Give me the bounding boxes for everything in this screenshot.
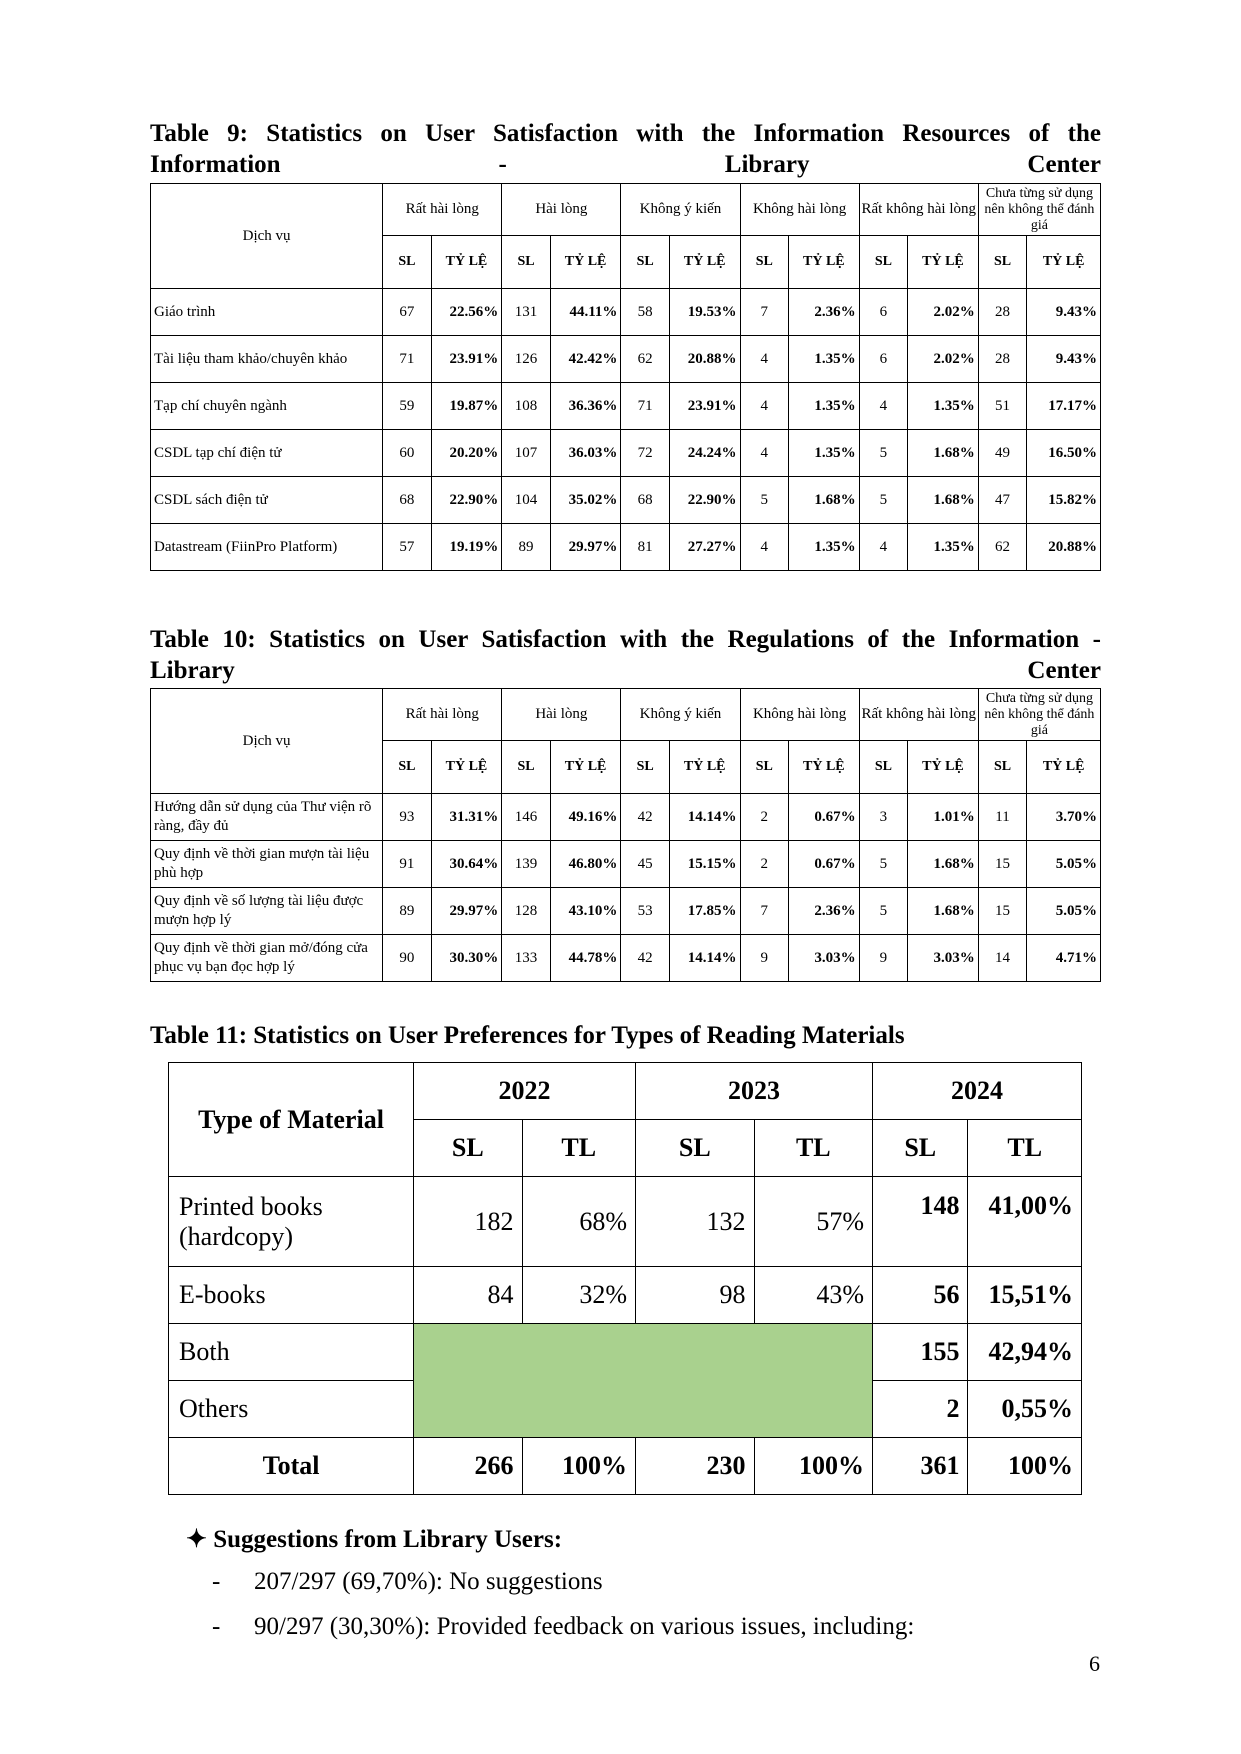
rate-cell: 3.03% [789,935,860,982]
table9-caption-line1: Table 9: Statistics on User Satisfaction with the Information Resources of the [150,120,1101,147]
sl-header: SL [859,236,907,289]
tl-header: TỶ LỆ [669,741,740,794]
count-cell: 28 [978,336,1026,383]
count-cell: 42 [621,935,669,982]
count-cell: 14 [978,935,1026,982]
count-cell: 107 [502,430,550,477]
sl-header: SL [383,741,431,794]
count-cell: 5 [859,430,907,477]
service-label: Tài liệu tham khảo/chuyên khảo [151,336,383,383]
rate-cell: 9.43% [1027,336,1101,383]
tl-header: TL [754,1120,873,1177]
rate-cell: 44.11% [550,289,621,336]
material-label: Others [169,1381,414,1438]
rate-cell: 3.70% [1027,794,1101,841]
count-cell: 67 [383,289,431,336]
year-header: 2022 [414,1063,636,1120]
rate-cell: 1.35% [789,430,860,477]
count-cell: 71 [383,336,431,383]
rate-cell: 36.03% [550,430,621,477]
count-cell: 15 [978,841,1026,888]
shaded-cell [414,1324,873,1438]
caption-word: Center [1027,151,1101,178]
rate-cell: 14.14% [669,794,740,841]
bullet-text: 207/297 (69,70%): No suggestions [254,1568,603,1595]
cell: 57% [754,1177,873,1267]
count-cell: 4 [859,524,907,571]
table-row [151,430,1101,477]
count-cell: 126 [502,336,550,383]
tl-header: TỶ LỆ [431,236,502,289]
rate-cell: 9.43% [1027,289,1101,336]
caption-word: Library [724,151,810,178]
caption-word: Library [150,657,235,684]
rate-cell: 4.71% [1027,935,1101,982]
service-header: Dịch vụ [151,689,383,794]
count-cell: 28 [978,289,1026,336]
count-cell: 51 [978,383,1026,430]
count-cell: 131 [502,289,550,336]
count-cell: 71 [621,383,669,430]
rate-cell: 1.35% [908,383,979,430]
rate-cell: 2.36% [789,289,860,336]
table9 [150,183,1101,571]
count-cell: 89 [383,888,431,935]
rate-cell: 30.30% [431,935,502,982]
count-cell: 89 [502,524,550,571]
count-cell: 90 [383,935,431,982]
tl-header: TỶ LỆ [789,236,860,289]
caption-word: Information [150,151,281,178]
count-cell: 146 [502,794,550,841]
count-cell: 4 [859,383,907,430]
count-cell: 128 [502,888,550,935]
bullet-dash: - [212,1568,221,1595]
count-cell: 2 [740,794,788,841]
count-cell: 5 [859,888,907,935]
count-cell: 139 [502,841,550,888]
year-header: 2024 [873,1063,1082,1120]
count-cell: 9 [859,935,907,982]
count-cell: 62 [621,336,669,383]
rate-cell: 5.05% [1027,888,1101,935]
sl-header: SL [621,741,669,794]
bullet-text: 90/297 (30,30%): Provided feedback on various issues, including: [254,1613,915,1640]
bullet-item [212,1568,603,1596]
cell: 84 [414,1267,522,1324]
table-row [151,841,1101,888]
count-cell: 91 [383,841,431,888]
group-header: Chưa từng sử dụng nên không thể đánh giá [978,689,1100,741]
sl-header: SL [740,741,788,794]
group-header: Không hài lòng [740,184,859,236]
rate-cell: 14.14% [669,935,740,982]
cell: 2 [873,1381,968,1438]
rate-cell: 35.02% [550,477,621,524]
count-cell: 6 [859,336,907,383]
table-row [151,477,1101,524]
sl-header: SL [740,236,788,289]
suggestions-heading: ✦ Suggestions from Library Users: [186,1526,563,1553]
count-cell: 2 [740,841,788,888]
rate-cell: 1.35% [908,524,979,571]
table10 [150,688,1101,982]
service-label: Tạp chí chuyên ngành [151,383,383,430]
count-cell: 53 [621,888,669,935]
service-header: Dịch vụ [151,184,383,289]
count-cell: 45 [621,841,669,888]
count-cell: 68 [621,477,669,524]
count-cell: 59 [383,383,431,430]
table-row [151,794,1101,841]
rate-cell: 27.27% [669,524,740,571]
count-cell: 9 [740,935,788,982]
cell: 100% [968,1438,1082,1495]
group-header: Không ý kiến [621,689,740,741]
service-label: Hướng dẫn sử dụng của Thư viện rõ ràng, đầy đủ [151,794,383,841]
cell: 43% [754,1267,873,1324]
tl-header: TỶ LỆ [669,236,740,289]
service-label: Giáo trình [151,289,383,336]
count-cell: 57 [383,524,431,571]
rate-cell: 0.67% [789,841,860,888]
count-cell: 108 [502,383,550,430]
count-cell: 7 [740,289,788,336]
count-cell: 4 [740,336,788,383]
cell: 41,00% [968,1177,1082,1267]
tl-header: TỶ LỆ [789,741,860,794]
rate-cell: 2.36% [789,888,860,935]
table-row [151,336,1101,383]
sl-header: SL [621,236,669,289]
bullet-item [212,1613,914,1641]
rate-cell: 29.97% [550,524,621,571]
tl-header: TỶ LỆ [908,741,979,794]
rate-cell: 1.68% [908,430,979,477]
rate-cell: 23.91% [431,336,502,383]
rate-cell: 17.85% [669,888,740,935]
material-label: E-books [169,1267,414,1324]
total-row [169,1438,1082,1495]
rate-cell: 22.90% [669,477,740,524]
sl-header: SL [873,1120,968,1177]
table11 [168,1062,1082,1495]
bullet-dash: - [212,1613,221,1640]
count-cell: 68 [383,477,431,524]
cell: 155 [873,1324,968,1381]
table-row [169,1267,1082,1324]
rate-cell: 2.02% [908,289,979,336]
count-cell: 4 [740,430,788,477]
year-header: 2023 [636,1063,873,1120]
count-cell: 81 [621,524,669,571]
cell: 42,94% [968,1324,1082,1381]
rate-cell: 20.88% [1027,524,1101,571]
rate-cell: 20.88% [669,336,740,383]
tl-header: TỶ LỆ [1027,741,1101,794]
table-row [151,524,1101,571]
sl-header: SL [978,741,1026,794]
count-cell: 6 [859,289,907,336]
caption-word: - [498,151,507,178]
count-cell: 47 [978,477,1026,524]
rate-cell: 15.15% [669,841,740,888]
rate-cell: 19.87% [431,383,502,430]
count-cell: 72 [621,430,669,477]
count-cell: 60 [383,430,431,477]
cell: 100% [754,1438,873,1495]
cell: 32% [522,1267,635,1324]
service-label: Datastream (FiinPro Platform) [151,524,383,571]
tl-header: TỶ LỆ [550,741,621,794]
tl-header: TỶ LỆ [1027,236,1101,289]
material-label: Both [169,1324,414,1381]
service-label: CSDL sách điện tử [151,477,383,524]
count-cell: 3 [859,794,907,841]
sl-header: SL [383,236,431,289]
tl-header: TL [522,1120,635,1177]
table-row [151,935,1101,982]
rate-cell: 5.05% [1027,841,1101,888]
cell: 148 [873,1177,968,1267]
sl-header: SL [414,1120,522,1177]
count-cell: 5 [859,841,907,888]
tl-header: TỶ LỆ [431,741,502,794]
tl-header: TỶ LỆ [908,236,979,289]
rate-cell: 1.01% [908,794,979,841]
sl-header: SL [859,741,907,794]
rate-cell: 20.20% [431,430,502,477]
table10-caption-line2 [150,655,1101,686]
table-row [151,888,1101,935]
table11-caption: Table 11: Statistics on User Preferences for Types of Reading Materials [150,1022,905,1049]
table-row [151,383,1101,430]
rate-cell: 1.35% [789,383,860,430]
count-cell: 5 [740,477,788,524]
count-cell: 62 [978,524,1026,571]
count-cell: 104 [502,477,550,524]
group-header: Rất không hài lòng [859,184,978,236]
count-cell: 5 [859,477,907,524]
rate-cell: 19.53% [669,289,740,336]
count-cell: 11 [978,794,1026,841]
group-header: Rất không hài lòng [859,689,978,741]
count-cell: 42 [621,794,669,841]
count-cell: 58 [621,289,669,336]
sl-header: SL [636,1120,755,1177]
page-number: 6 [1089,1651,1100,1676]
cell: 0,55% [968,1381,1082,1438]
count-cell: 4 [740,383,788,430]
sl-header: SL [978,236,1026,289]
cell: 100% [522,1438,635,1495]
service-label: Quy định về thời gian mở/đóng cửa phục vụ bạn đọc hợp lý [151,935,383,982]
count-cell: 7 [740,888,788,935]
rate-cell: 2.02% [908,336,979,383]
group-header: Rất hài lòng [383,689,502,741]
table-row [169,1177,1082,1267]
rate-cell: 19.19% [431,524,502,571]
cell: 266 [414,1438,522,1495]
table-row [169,1324,1082,1381]
rate-cell: 1.68% [789,477,860,524]
rate-cell: 36.36% [550,383,621,430]
cell: 182 [414,1177,522,1267]
service-label: CSDL tạp chí điện tử [151,430,383,477]
rate-cell: 22.56% [431,289,502,336]
count-cell: 93 [383,794,431,841]
count-cell: 49 [978,430,1026,477]
rate-cell: 1.35% [789,524,860,571]
table9-caption-line2 [150,149,1101,180]
group-header: Không ý kiến [621,184,740,236]
cell: 230 [636,1438,755,1495]
rate-cell: 16.50% [1027,430,1101,477]
group-header: Không hài lòng [740,689,859,741]
rate-cell: 15.82% [1027,477,1101,524]
cell: 56 [873,1267,968,1324]
rate-cell: 17.17% [1027,383,1101,430]
group-header: Rất hài lòng [383,184,502,236]
sl-header: SL [502,741,550,794]
cell: 361 [873,1438,968,1495]
table-row [151,289,1101,336]
tl-header: TỶ LỆ [550,236,621,289]
count-cell: 15 [978,888,1026,935]
group-header: Hài lòng [502,184,621,236]
rate-cell: 1.35% [789,336,860,383]
group-header: Hài lòng [502,689,621,741]
service-label: Quy định về số lượng tài liệu được mượn hợp lý [151,888,383,935]
service-label: Quy định về thời gian mượn tài liệu phù hợp [151,841,383,888]
rate-cell: 49.16% [550,794,621,841]
rate-cell: 30.64% [431,841,502,888]
total-label: Total [169,1438,414,1495]
sl-header: SL [502,236,550,289]
cell: 68% [522,1177,635,1267]
rate-cell: 23.91% [669,383,740,430]
rate-cell: 29.97% [431,888,502,935]
rate-cell: 44.78% [550,935,621,982]
count-cell: 4 [740,524,788,571]
rate-cell: 43.10% [550,888,621,935]
rate-cell: 22.90% [431,477,502,524]
rate-cell: 42.42% [550,336,621,383]
table10-caption-line1: Table 10: Statistics on User Satisfaction with the Regulations of the Information - [150,626,1101,653]
rate-cell: 1.68% [908,477,979,524]
rate-cell: 31.31% [431,794,502,841]
count-cell: 133 [502,935,550,982]
rate-cell: 0.67% [789,794,860,841]
type-header: Type of Material [169,1063,414,1177]
rate-cell: 1.68% [908,888,979,935]
cell: 132 [636,1177,755,1267]
material-label: Printed books (hardcopy) [169,1177,414,1267]
tl-header: TL [968,1120,1082,1177]
caption-word: Center [1027,657,1101,684]
cell: 98 [636,1267,755,1324]
rate-cell: 24.24% [669,430,740,477]
rate-cell: 46.80% [550,841,621,888]
rate-cell: 3.03% [908,935,979,982]
rate-cell: 1.68% [908,841,979,888]
cell: 15,51% [968,1267,1082,1324]
group-header: Chưa từng sử dụng nên không thể đánh giá [978,184,1100,236]
